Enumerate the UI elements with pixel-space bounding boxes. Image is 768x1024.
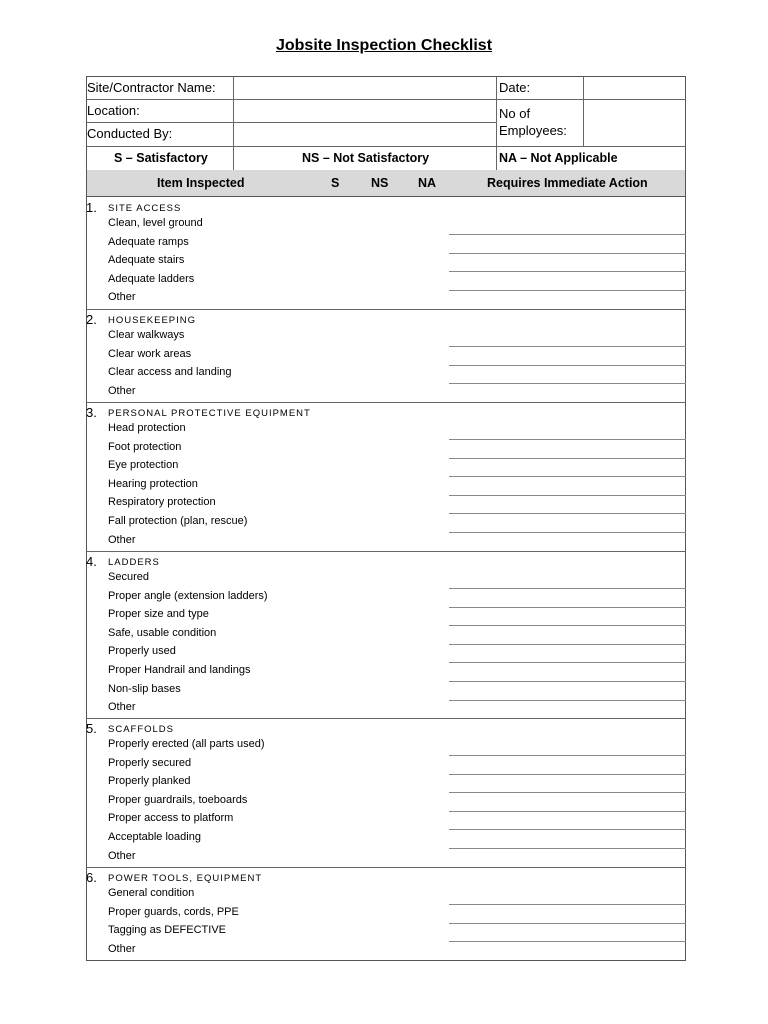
action-entry-line[interactable] [449,811,686,812]
section-number: 1. [86,200,97,215]
action-entry-line[interactable] [449,513,686,514]
legend-not-applicable: NA – Not Applicable [499,151,618,165]
checklist-item: Hearing protection [108,477,198,490]
conducted-by-label: Conducted By: [87,126,173,141]
col-na: NA [418,176,437,190]
checklist-body [86,197,686,961]
section-divider [86,551,686,552]
checklist-item: Properly erected (all parts used) [108,738,265,750]
checklist-item: Other [108,942,136,955]
employees-label-line1: No of [499,106,531,121]
checklist-item: Adequate ramps [108,235,189,248]
action-entry-line[interactable] [449,662,686,663]
action-entry-line[interactable] [449,290,686,291]
action-entry-line[interactable] [449,700,686,701]
checklist-item: Other [108,701,136,714]
col-requires-action: Requires Immediate Action [487,176,648,190]
section-number: 5. [86,721,97,736]
location-label: Location: [87,103,140,118]
checklist-item: Non-slip bases [108,682,181,695]
checklist-item: Other [108,849,136,862]
checklist-item: Secured [108,571,149,583]
checklist-item: Fall protection (plan, rescue) [108,515,248,527]
site-contractor-label: Site/Contractor Name: [87,80,216,95]
checklist-item: Foot protection [108,440,182,453]
checklist-item: Tagging as DEFECTIVE [108,924,226,937]
document-title: Jobsite Inspection Checklist [275,37,493,54]
checklist-item: Proper angle (extension ladders) [108,589,268,602]
checklist-item: Proper size and type [108,608,209,621]
section-title: SITE ACCESS [108,203,182,214]
checklist-item: Respiratory protection [108,496,216,509]
site-contractor-field[interactable] [234,77,496,99]
action-entry-line[interactable] [449,476,686,477]
section-number: 3. [86,405,97,420]
action-entry-line[interactable] [449,829,686,830]
action-entry-line[interactable] [449,755,686,756]
employees-label-line2: Employees: [499,123,567,138]
checklist-item: Eye protection [108,459,179,472]
checklist-item: Clear work areas [108,347,192,360]
action-entry-line[interactable] [449,923,686,924]
checklist-item: Clear access and landing [108,366,232,379]
section-title: PERSONAL PROTECTIVE EQUIPMENT [108,408,311,419]
col-s: S [331,176,340,190]
checklist-item: Acceptable loading [108,831,201,843]
location-field[interactable] [234,100,496,122]
checklist-item: Proper guards, cords, PPE [108,905,239,918]
checklist-item: Proper access to platform [108,812,234,825]
section-title: LADDERS [108,557,160,568]
section-number: 4. [86,554,97,569]
checklist-item: Adequate stairs [108,254,185,267]
checklist-item: General condition [108,887,195,899]
checklist-item: Head protection [108,422,186,434]
checklist-item: Clean, level ground [108,217,203,229]
action-entry-line[interactable] [449,458,686,459]
action-entry-line[interactable] [449,495,686,496]
checklist-item: Clear walkways [108,329,185,341]
section-title: POWER TOOLS, EQUIPMENT [108,873,263,884]
action-entry-line[interactable] [449,234,686,235]
action-entry-line[interactable] [449,253,686,254]
section-title: HOUSEKEEPING [108,315,197,326]
checklist-item: Other [108,384,136,397]
legend-satisfactory: S – Satisfactory [114,151,208,165]
section-divider [86,309,686,310]
action-entry-line[interactable] [449,532,686,533]
action-entry-line[interactable] [449,644,686,645]
checklist-item: Safe, usable condition [108,626,217,639]
checklist-item: Other [108,291,136,304]
checklist-item: Properly used [108,645,176,658]
checklist-item: Proper Handrail and landings [108,664,251,676]
checklist-item: Properly secured [108,756,192,769]
action-entry-line[interactable] [449,607,686,608]
action-entry-line[interactable] [449,904,686,905]
checklist-item: Other [108,533,136,546]
action-entry-line[interactable] [449,271,686,272]
date-label: Date: [499,80,531,95]
action-entry-line[interactable] [449,588,686,589]
divider [496,76,497,170]
action-entry-line[interactable] [449,346,686,347]
section-divider [86,867,686,868]
col-item-inspected: Item Inspected [157,176,245,190]
date-field[interactable] [584,77,686,99]
action-entry-line[interactable] [449,625,686,626]
action-entry-line[interactable] [449,848,686,849]
conducted-by-field[interactable] [234,123,496,146]
action-entry-line[interactable] [449,941,686,942]
section-number: 6. [86,870,97,885]
section-divider [86,718,686,719]
employees-field[interactable] [584,100,686,146]
divider [86,146,686,147]
section-number: 2. [86,312,97,327]
action-entry-line[interactable] [449,383,686,384]
action-entry-line[interactable] [449,439,686,440]
legend-not-satisfactory: NS – Not Satisfactory [302,151,430,165]
checklist-item: Proper guardrails, toeboards [108,793,248,806]
section-divider [86,402,686,403]
action-entry-line[interactable] [449,792,686,793]
action-entry-line[interactable] [449,365,686,366]
action-entry-line[interactable] [449,774,686,775]
section-title: SCAFFOLDS [108,724,175,735]
checklist-item: Adequate ladders [108,272,195,285]
col-ns: NS [371,176,389,190]
checklist-item: Properly planked [108,775,191,788]
action-entry-line[interactable] [449,681,686,682]
